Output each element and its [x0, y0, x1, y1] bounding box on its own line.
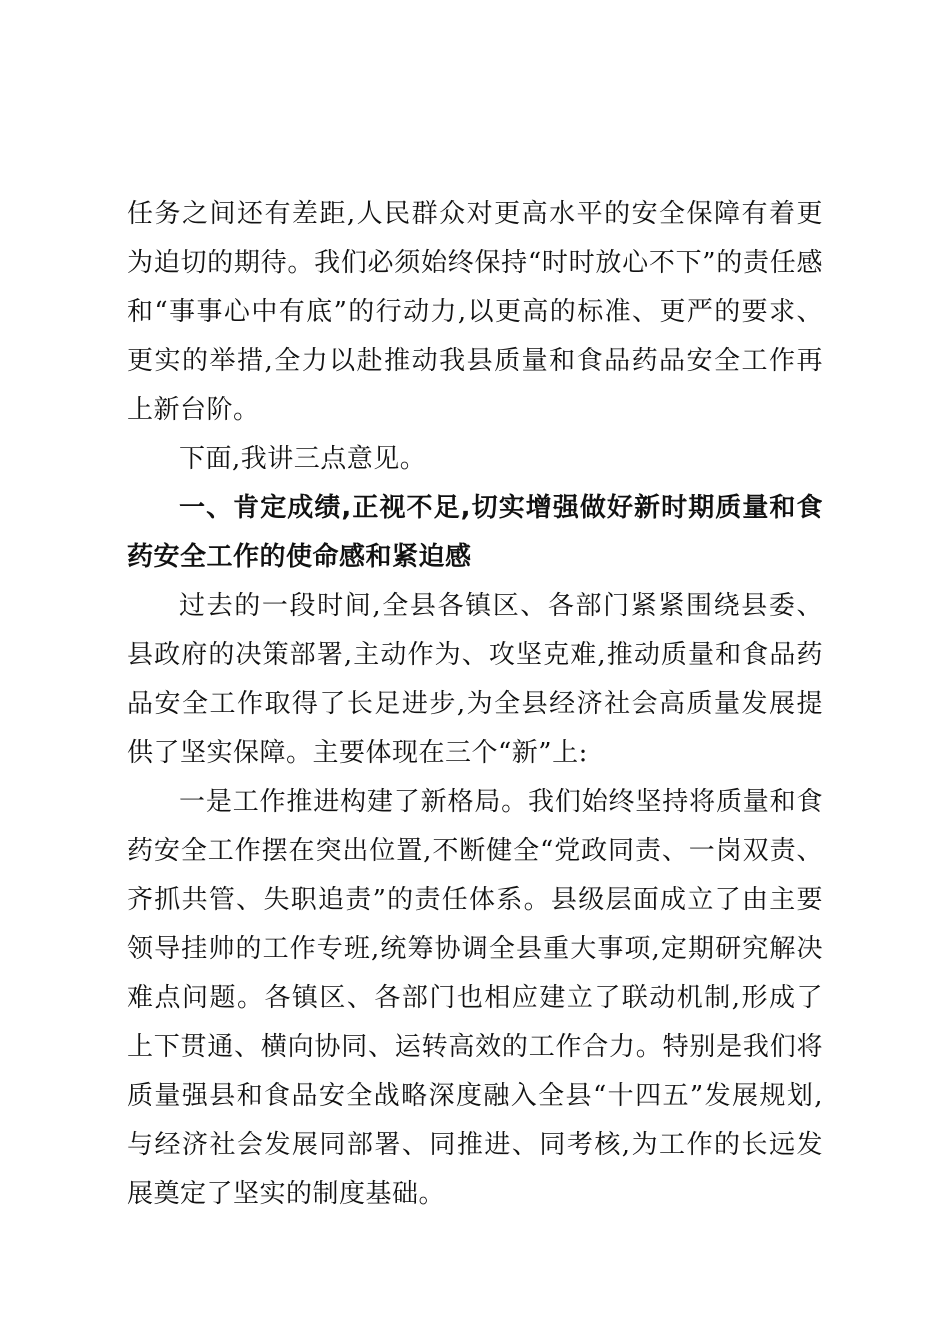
section-heading: 一、肯定成绩,正视不足,切实增强做好新时期质量和食药安全工作的使命感和紧迫感 [127, 493, 823, 572]
paragraph-point-one: 一是工作推进构建了新格局。我们始终坚持将质量和食药安全工作摆在突出位置,不断健全“党政同责、一岗双责、齐抓共管、失职追责”的责任体系。县级层面成立了由主要领导挂帅的工作专班,统筹协调全县重大事项,定期研究解决难点问题。各镇区、各部门也相应建立了联动机制,形成了上下贯通、横向协同、运转高效的工作合力。特别是我们将质量强县和食品安全战略深度融入全县“十四五”发展规划,与经济社会发展同部署、同推进、同考核,为工作的长远发展奠定了坚实的制度基础。 [127, 787, 823, 1209]
document-body [127, 190, 823, 1219]
paragraph-achievements: 过去的一段时间,全县各镇区、各部门紧紧围绕县委、县政府的决策部署,主动作为、攻坚克难,推动质量和食品药品安全工作取得了长足进步,为全县经济社会高质量发展提供了坚实保障。主要体现在三个“新”上: [127, 591, 823, 768]
paragraph-intro: 下面,我讲三点意见。 [179, 444, 427, 474]
paragraph-continuation: 任务之间还有差距,人民群众对更高水平的安全保障有着更为迫切的期待。我们必须始终保持“时时放心不下”的责任感和“事事心中有底”的行动力,以更高的标准、更严的要求、更实的举措,全力以赴推动我县质量和食品药品安全工作再上新台阶。 [127, 199, 823, 425]
